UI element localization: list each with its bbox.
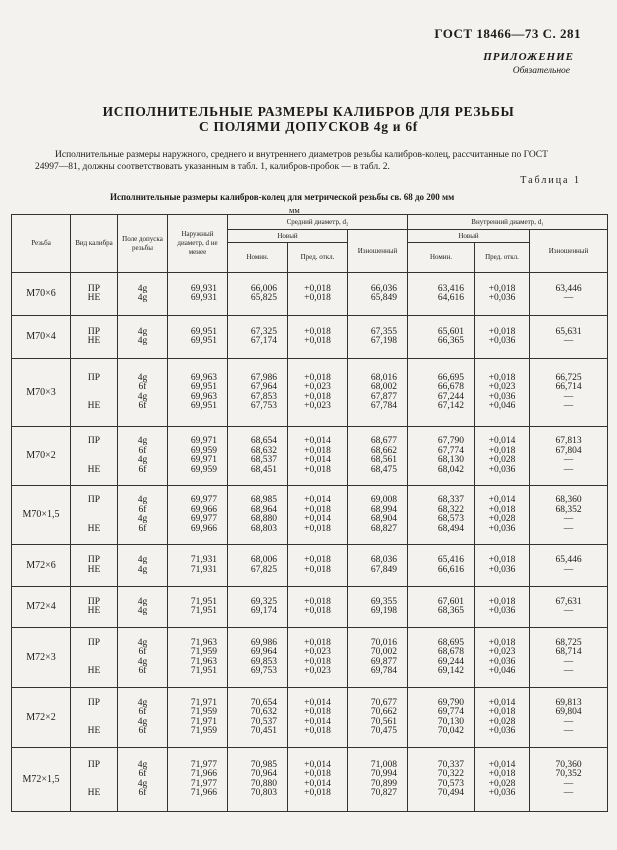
title-line-1: ИСПОЛНИТЕЛЬНЫЕ РАЗМЕРЫ КАЛИБРОВ ДЛЯ РЕЗЬБЫ xyxy=(102,104,515,119)
cell-inner-worn: 70,360 70,352 — — xyxy=(530,748,608,812)
cell-mid-worn: 70,016 70,002 69,877 69,784 xyxy=(348,628,408,688)
cell-outer: 69,931 69,931 xyxy=(168,273,228,316)
cell-mid-nominal: 70,654 70,632 70,537 70,451 xyxy=(228,688,288,748)
cell-mid-nominal: 67,986 67,964 67,853 67,753 xyxy=(228,359,288,427)
cell-mid-deviation: +0,018 +0,018 xyxy=(288,545,348,587)
cell-inner-worn: 63,446 — xyxy=(530,273,608,316)
cell-mid-deviation: +0,018 +0,018 xyxy=(288,587,348,628)
cell-mid-nominal: 68,006 67,825 xyxy=(228,545,288,587)
cell-inner-worn: 65,631 — xyxy=(530,316,608,359)
cell-gauge: ПР НЕ xyxy=(71,359,118,427)
cell-inner-nominal: 69,790 69,774 70,130 70,042 xyxy=(408,688,475,748)
cell-inner-nominal: 67,601 68,365 xyxy=(408,587,475,628)
cell-mid-worn: 71,008 70,994 70,899 70,827 xyxy=(348,748,408,812)
cell-tolerance: 4g 6f 4g 6f xyxy=(118,486,168,545)
table-row xyxy=(12,748,608,812)
cell-tolerance: 4g 6f 4g 6f xyxy=(118,748,168,812)
cell-mid-deviation: +0,014 +0,018 +0,014 +0,018 xyxy=(288,688,348,748)
cell-gauge: ПР НЕ xyxy=(71,688,118,748)
cell-mid-deviation: +0,014 +0,018 +0,014 +0,018 xyxy=(288,427,348,486)
table-row xyxy=(12,688,608,748)
cell-inner-deviation: +0,018 +0,023 +0,036 +0,046 xyxy=(475,359,530,427)
cell-inner-deviation: +0,018 +0,023 +0,036 +0,046 xyxy=(475,628,530,688)
cell-gauge: ПР НЕ xyxy=(71,273,118,316)
cell-thread: M70×4 xyxy=(12,316,71,359)
cell-inner-deviation: +0,014 +0,018 +0,028 +0,036 xyxy=(475,427,530,486)
cell-inner-worn: 68,360 68,352 — — xyxy=(530,486,608,545)
cell-tolerance: 4g 4g xyxy=(118,587,168,628)
cell-inner-deviation: +0,018 +0,036 xyxy=(475,273,530,316)
cell-outer: 71,971 71,959 71,971 71,959 xyxy=(168,688,228,748)
header-inner-diameter: Внутренний диаметр, d₁ xyxy=(408,215,608,230)
cell-gauge: ПР НЕ xyxy=(71,316,118,359)
header-mid-worn: Изношенный xyxy=(348,230,408,273)
appendix-label: ПРИЛОЖЕНИЕ xyxy=(483,51,574,63)
cell-inner-deviation: +0,018 +0,036 xyxy=(475,587,530,628)
cell-outer: 69,977 69,966 69,977 69,966 xyxy=(168,486,228,545)
table-number: Таблица 1 xyxy=(520,175,581,186)
cell-tolerance: 4g 6f 4g 6f xyxy=(118,628,168,688)
table-row xyxy=(12,359,608,427)
cell-mid-nominal: 70,985 70,964 70,880 70,803 xyxy=(228,748,288,812)
cell-mid-worn: 68,016 68,002 67,877 67,784 xyxy=(348,359,408,427)
cell-mid-worn: 70,677 70,662 70,561 70,475 xyxy=(348,688,408,748)
cell-mid-nominal: 69,325 69,174 xyxy=(228,587,288,628)
document-title xyxy=(0,104,617,134)
cell-inner-deviation: +0,014 +0,018 +0,028 +0,036 xyxy=(475,688,530,748)
cell-inner-worn: 67,631 — xyxy=(530,587,608,628)
header-tolerance: Поле допуска резьбы xyxy=(118,215,168,273)
header-inner-new: Новый xyxy=(408,230,530,243)
header-mid-nominal: Номин. xyxy=(228,243,288,273)
cell-mid-worn: 68,677 68,662 68,561 68,475 xyxy=(348,427,408,486)
cell-outer: 71,963 71,959 71,963 71,951 xyxy=(168,628,228,688)
cell-inner-nominal: 67,790 67,774 68,130 68,042 xyxy=(408,427,475,486)
cell-mid-deviation: +0,018 +0,018 xyxy=(288,273,348,316)
header-outer-diameter: Наружный диаметр, d не менее xyxy=(168,215,228,273)
table-row xyxy=(12,587,608,628)
cell-gauge: ПР НЕ xyxy=(71,427,118,486)
cell-thread: M70×2 xyxy=(12,427,71,486)
cell-tolerance: 4g 4g xyxy=(118,273,168,316)
header-inner-worn: Изношенный xyxy=(530,230,608,273)
cell-gauge: ПР НЕ xyxy=(71,748,118,812)
cell-tolerance: 4g 6f 4g 6f xyxy=(118,427,168,486)
cell-inner-worn: 68,725 68,714 — — xyxy=(530,628,608,688)
cell-mid-nominal: 69,986 69,964 69,853 69,753 xyxy=(228,628,288,688)
cell-outer: 71,931 71,931 xyxy=(168,545,228,587)
header-mid-deviation: Пред. откл. xyxy=(288,243,348,273)
cell-thread: M70×3 xyxy=(12,359,71,427)
cell-inner-nominal: 66,695 66,678 67,244 67,142 xyxy=(408,359,475,427)
cell-tolerance: 4g 4g xyxy=(118,316,168,359)
cell-mid-nominal: 67,325 67,174 xyxy=(228,316,288,359)
cell-mid-deviation: +0,018 +0,023 +0,018 +0,023 xyxy=(288,359,348,427)
table-row xyxy=(12,273,608,316)
cell-outer: 71,977 71,966 71,977 71,966 xyxy=(168,748,228,812)
cell-inner-nominal: 68,337 68,322 68,573 68,494 xyxy=(408,486,475,545)
cell-mid-worn: 66,036 65,849 xyxy=(348,273,408,316)
cell-inner-worn: 67,813 67,804 — — xyxy=(530,427,608,486)
header-inner-deviation: Пред. откл. xyxy=(475,243,530,273)
cell-mid-deviation: +0,014 +0,018 +0,014 +0,018 xyxy=(288,748,348,812)
cell-thread: M72×1,5 xyxy=(12,748,71,812)
cell-inner-nominal: 65,601 66,365 xyxy=(408,316,475,359)
cell-inner-nominal: 70,337 70,322 70,573 70,494 xyxy=(408,748,475,812)
page-header-gost: ГОСТ 18466—73 С. 281 xyxy=(434,26,581,41)
table-row xyxy=(12,545,608,587)
cell-inner-worn: 65,446 — xyxy=(530,545,608,587)
cell-gauge: ПР НЕ xyxy=(71,486,118,545)
cell-inner-nominal: 68,695 68,678 69,244 69,142 xyxy=(408,628,475,688)
cell-mid-nominal: 66,006 65,825 xyxy=(228,273,288,316)
cell-inner-deviation: +0,014 +0,018 +0,028 +0,036 xyxy=(475,748,530,812)
cell-mid-deviation: +0,014 +0,018 +0,014 +0,018 xyxy=(288,486,348,545)
cell-thread: M70×6 xyxy=(12,273,71,316)
cell-mid-worn: 68,036 67,849 xyxy=(348,545,408,587)
cell-inner-worn: 69,813 69,804 — — xyxy=(530,688,608,748)
cell-mid-deviation: +0,018 +0,023 +0,018 +0,023 xyxy=(288,628,348,688)
table-row xyxy=(12,316,608,359)
cell-outer: 71,951 71,951 xyxy=(168,587,228,628)
cell-gauge: ПР НЕ xyxy=(71,628,118,688)
table-row xyxy=(12,427,608,486)
cell-outer: 69,963 69,951 69,963 69,951 xyxy=(168,359,228,427)
cell-mid-nominal: 68,985 68,964 68,880 68,803 xyxy=(228,486,288,545)
cell-thread: M72×4 xyxy=(12,587,71,628)
cell-mid-worn: 67,355 67,198 xyxy=(348,316,408,359)
cell-mid-worn: 69,355 69,198 xyxy=(348,587,408,628)
cell-mid-deviation: +0,018 +0,018 xyxy=(288,316,348,359)
cell-inner-deviation: +0,018 +0,036 xyxy=(475,316,530,359)
cell-gauge: ПР НЕ xyxy=(71,545,118,587)
table-row xyxy=(12,628,608,688)
cell-mid-worn: 69,008 68,994 68,904 68,827 xyxy=(348,486,408,545)
cell-gauge: ПР НЕ xyxy=(71,587,118,628)
header-thread: Резьба xyxy=(12,215,71,273)
mandatory-label: Обязательное xyxy=(512,66,570,76)
cell-thread: M70×1,5 xyxy=(12,486,71,545)
cell-inner-deviation: +0,014 +0,018 +0,028 +0,036 xyxy=(475,486,530,545)
cell-tolerance: 4g 4g xyxy=(118,545,168,587)
cell-thread: M72×6 xyxy=(12,545,71,587)
cell-inner-deviation: +0,018 +0,036 xyxy=(475,545,530,587)
table-caption: Исполнительные размеры калибров-колец для метрической резьбы св. 68 до 200 мм xyxy=(110,192,455,202)
cell-outer: 69,951 69,951 xyxy=(168,316,228,359)
header-gauge-type: Вид калибра xyxy=(71,215,118,273)
table-row xyxy=(12,486,608,545)
title-line-2: С ПОЛЯМИ ДОПУСКОВ 4g и 6f xyxy=(199,119,418,134)
header-mid-diameter: Средний диаметр, d₂ xyxy=(228,215,408,230)
table-unit: мм xyxy=(289,205,300,215)
cell-mid-nominal: 68,654 68,632 68,537 68,451 xyxy=(228,427,288,486)
cell-thread: M72×3 xyxy=(12,628,71,688)
cell-outer: 69,971 69,959 69,971 69,959 xyxy=(168,427,228,486)
cell-thread: M72×2 xyxy=(12,688,71,748)
cell-tolerance: 4g 6f 4g 6f xyxy=(118,688,168,748)
cell-inner-nominal: 63,416 64,616 xyxy=(408,273,475,316)
header-mid-new: Новый xyxy=(228,230,348,243)
intro-paragraph: Исполнительные размеры наружного, среднего и внутреннего диаметров резьбы калибров-колец, рассчитанные по ГОСТ 24997—81, должны соответствовать указанным в табл. 1, калибров-пробок — в табл. 2. xyxy=(35,150,548,172)
cell-inner-nominal: 65,416 66,616 xyxy=(408,545,475,587)
header-inner-nominal: Номин. xyxy=(408,243,475,273)
gauge-dimensions-table xyxy=(11,214,608,812)
cell-inner-worn: 66,725 66,714 — — xyxy=(530,359,608,427)
cell-tolerance: 4g 6f 4g 6f xyxy=(118,359,168,427)
